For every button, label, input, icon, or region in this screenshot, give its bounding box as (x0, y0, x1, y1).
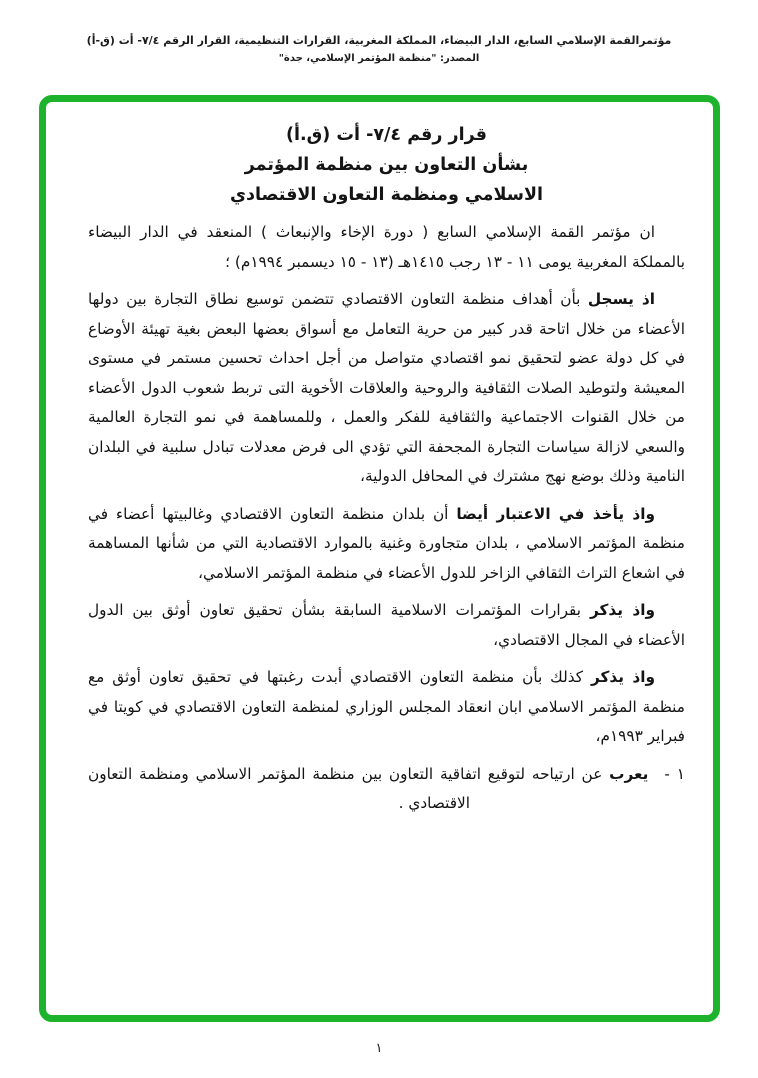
page-number: ١ (375, 1041, 383, 1056)
header-citation-line: مؤتمرالقمة الإسلامي السابع، الدار البيضاء، المملكة المغربية، القرارات التنظيمية، القرار الرقم ٧/٤- أت (ق-أ) (86, 34, 672, 47)
clause-2-lead: واذ يأخذ في الاعتبار أيضا (456, 504, 656, 523)
preamble-paragraph: ان مؤتمر القمة الإسلامي السابع ( دورة الإخاء والإنبعاث ) المنعقد في الدار البيضاء بالمملكة المغربية يومى ١١ - ١٣ رجب ١٤١٥هـ (١٣ - ١٥ ديسمبر ١٩٩٤م) ؛ (88, 223, 685, 271)
clause-paragraph-3 (88, 596, 685, 655)
clause-paragraph-1 (88, 285, 685, 492)
operative-item-1 (88, 760, 685, 819)
resolution-number-line: قرار رقم ٧/٤- أت (ق.أ) (286, 125, 487, 145)
item-1-number: ١ - (664, 764, 685, 783)
page-header (20, 33, 738, 66)
item-1-lead: يعرب (609, 764, 649, 783)
resolution-subject-line-2: الاسلامي ومنظمة التعاون الاقتصادي (229, 185, 544, 205)
clause-1-text: بأن أهداف منظمة التعاون الاقتصادي تتضمن توسيع نطاق التجارة بين دولها الأعضاء من خلال اتاحة قدر كبير من حرية التعامل مع أسواق بعضها البعض بغية تهيئة الأوضاع في كل دولة عضو لتحقيق نمو اقتصادي متواصل من أجل احداث تحسين مستمر في مستوى المعيشة ولتوطيد الصلات الثقافية والروحية والعلاقات الأخوية التى تربط شعوب الدول الأعضاء من خلال القنوات الاجتماعية والثقافية للفكر والعمل ، وللمساهمة في نمو التجارة العالمية والسعي لازالة سياسات التجارة المجحفة التي تؤدي الى فرض معدلات تبادل سلبية في البلدان النامية وذلك بوضع نهج مشترك في المحافل الدولية، (88, 290, 685, 485)
clause-1-lead: اذ يسجل (587, 290, 655, 308)
header-source-line: المصدر: "منظمة المؤتمر الإسلامي، جدة" (278, 53, 480, 64)
clause-4-text: كذلك بأن منظمة التعاون الاقتصادي أبدت رغبتها في تحقيق تعاون أوثق مع منظمة المؤتمر الاسلامي ابان انعقاد المجلس الوزاري لمنظمة التعاون الاقتصادي في كويتا في فبراير ١٩٩٣م، (88, 668, 685, 745)
clause-paragraph-2 (88, 500, 685, 589)
resolution-title-block (88, 120, 685, 210)
clause-3-text: بقرارات المؤتمرات الاسلامية السابقة بشأن تحقيق تعاون أوثق بين الدول الأعضاء في المجال الاقتصادي، (88, 601, 685, 649)
green-border-box (39, 95, 720, 1022)
clause-2-text: أن بلدان منظمة التعاون الاقتصادي وغالبيتها أعضاء في منظمة المؤتمر الاسلامي ، بلدان متجاورة وغنية بالموارد الاقتصادية التي من شأنها المساهمة في اشعاع التراث الثقافي الزاخر للدول الأعضاء في منظمة المؤتمر الاسلامي، (88, 504, 685, 582)
clause-paragraph-4 (88, 663, 685, 752)
item-1-text: عن ارتياحه لتوقيع اتفاقية التعاون بين منظمة المؤتمر الاسلامي ومنظمة التعاون الاقتصادي . (88, 764, 610, 812)
clause-3-lead: واذ يذكر (589, 601, 655, 619)
resolution-subject-line-1: بشأن التعاون بين منظمة المؤتمر (244, 155, 529, 175)
clause-4-lead: واذ يذكر (591, 668, 655, 686)
